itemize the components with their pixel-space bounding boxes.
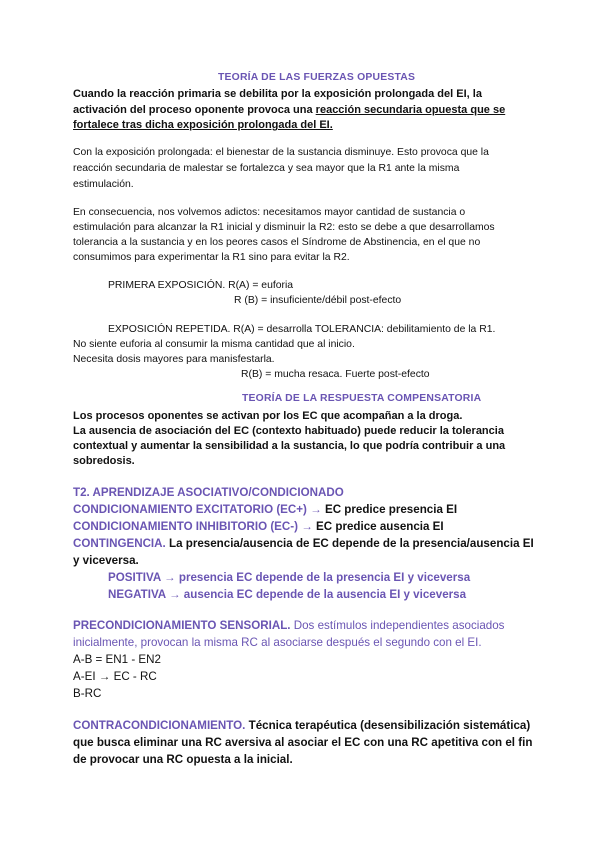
contingency: CONTINGENCIA. La presencia/ausencia de EC depende de la presencia/ausencia EI [73,537,534,550]
first-exposure-ra: PRIMERA EXPOSICIÓN. R(A) = euforia [108,280,294,291]
scheme-line-1: A-B = EN1 - EN2 [73,653,161,666]
lead-line-2: activación del proceso oponente provoca una reacción secundaria opuesta que se [73,104,506,116]
counterconditioning: CONTRACONDICIONAMIENTO. Técnica terapéutica (desensibilización sistemática) [73,719,531,732]
repeated-exposure-line-2: No siente euforia al consumir la misma cantidad que al inicio. [73,339,355,350]
paragraph-1-line-1: Con la exposición prolongada: el bienestar de la sustancia disminuye. Esto provoca que la [73,147,489,158]
paragraph-2-line-1: En consecuencia, nos volvemos adictos: necesitamos mayor cantidad de sustancia o [73,207,466,218]
counterconditioning-line-3: de provocar una RC opuesta a la inicial. [73,753,293,766]
compensatory-line-4: sobredosis. [73,455,135,467]
scheme-line-2: A-EI → EC - RC [73,670,157,683]
contingency-line-2: y viceversa. [73,554,139,567]
section-title-compensatory-response: TEORÍA DE LA RESPUESTA COMPENSATORIA [242,393,482,404]
lead-line-1: Cuando la reacción primaria se debilita por la exposición prolongada del EI, la [73,88,482,100]
section-title-opposing-forces: TEORÍA DE LAS FUERZAS OPUESTAS [218,72,416,83]
sensory-preconditioning-line-2: inicialmente, provocan la misma RC al asociarse después el segundo con el EI. [73,636,482,649]
t2-heading: T2. APRENDIZAJE ASOCIATIVO/CONDICIONADO [73,486,344,499]
contingency-negative: NEGATIVA → ausencia EC depende de la ausencia EI y viceversa [108,588,467,601]
sensory-preconditioning: PRECONDICIONAMIENTO SENSORIAL. Dos estímulos independientes asociados [73,619,505,632]
compensatory-line-3: contextual y aumentar la sensibilidad a la sustancia, lo que podría contribuir a una [73,440,506,452]
paragraph-2-line-3: tolerancia a la sustancia y en los peores casos el Síndrome de Abstinencia, en el que no [73,237,481,248]
excitatory-conditioning: CONDICIONAMIENTO EXCITATORIO (EC+) → EC predice presencia EI [73,503,458,516]
paragraph-2-line-2: estimulación para alcanzar la R1 inicial y disminuir la R2: esto se debe a que desarrollamos [73,222,495,233]
lead-line-3: fortalece tras dicha exposición prolongada del EI. [73,119,333,131]
repeated-exposure-rb: R(B) = mucha resaca. Fuerte post-efecto [241,369,430,380]
first-exposure-rb: R (B) = insuficiente/débil post-efecto [234,295,402,306]
contingency-positive: POSITIVA → presencia EC depende de la presencia EI y viceversa [108,571,471,584]
paragraph-1-line-3: estimulación. [73,179,134,190]
repeated-exposure-line-3: Necesita dosis mayores para manisfestarla. [73,354,275,365]
scheme-line-3: B-RC [73,687,102,700]
inhibitory-conditioning: CONDICIONAMIENTO INHIBITORIO (EC-) → EC predice ausencia EI [73,520,444,533]
compensatory-line-1: Los procesos oponentes se activan por los EC que acompañan a la droga. [73,410,463,422]
counterconditioning-line-2: que busca eliminar una RC aversiva al asociar el EC con una RC apetitiva con el fin [73,736,533,749]
paragraph-2-line-4: consumimos para experimentar la R1 sino para evitar la R2. [73,252,350,263]
repeated-exposure-line-1: EXPOSICIÓN REPETIDA. R(A) = desarrolla TOLERANCIA: debilitamiento de la R1. [108,324,496,335]
paragraph-1-line-2: reacción secundaria de malestar se fortalezca y sea mayor que la R1 ante la misma [73,163,460,174]
compensatory-line-2: La ausencia de asociación del EC (contexto habituado) puede reducir la tolerancia [73,425,504,437]
